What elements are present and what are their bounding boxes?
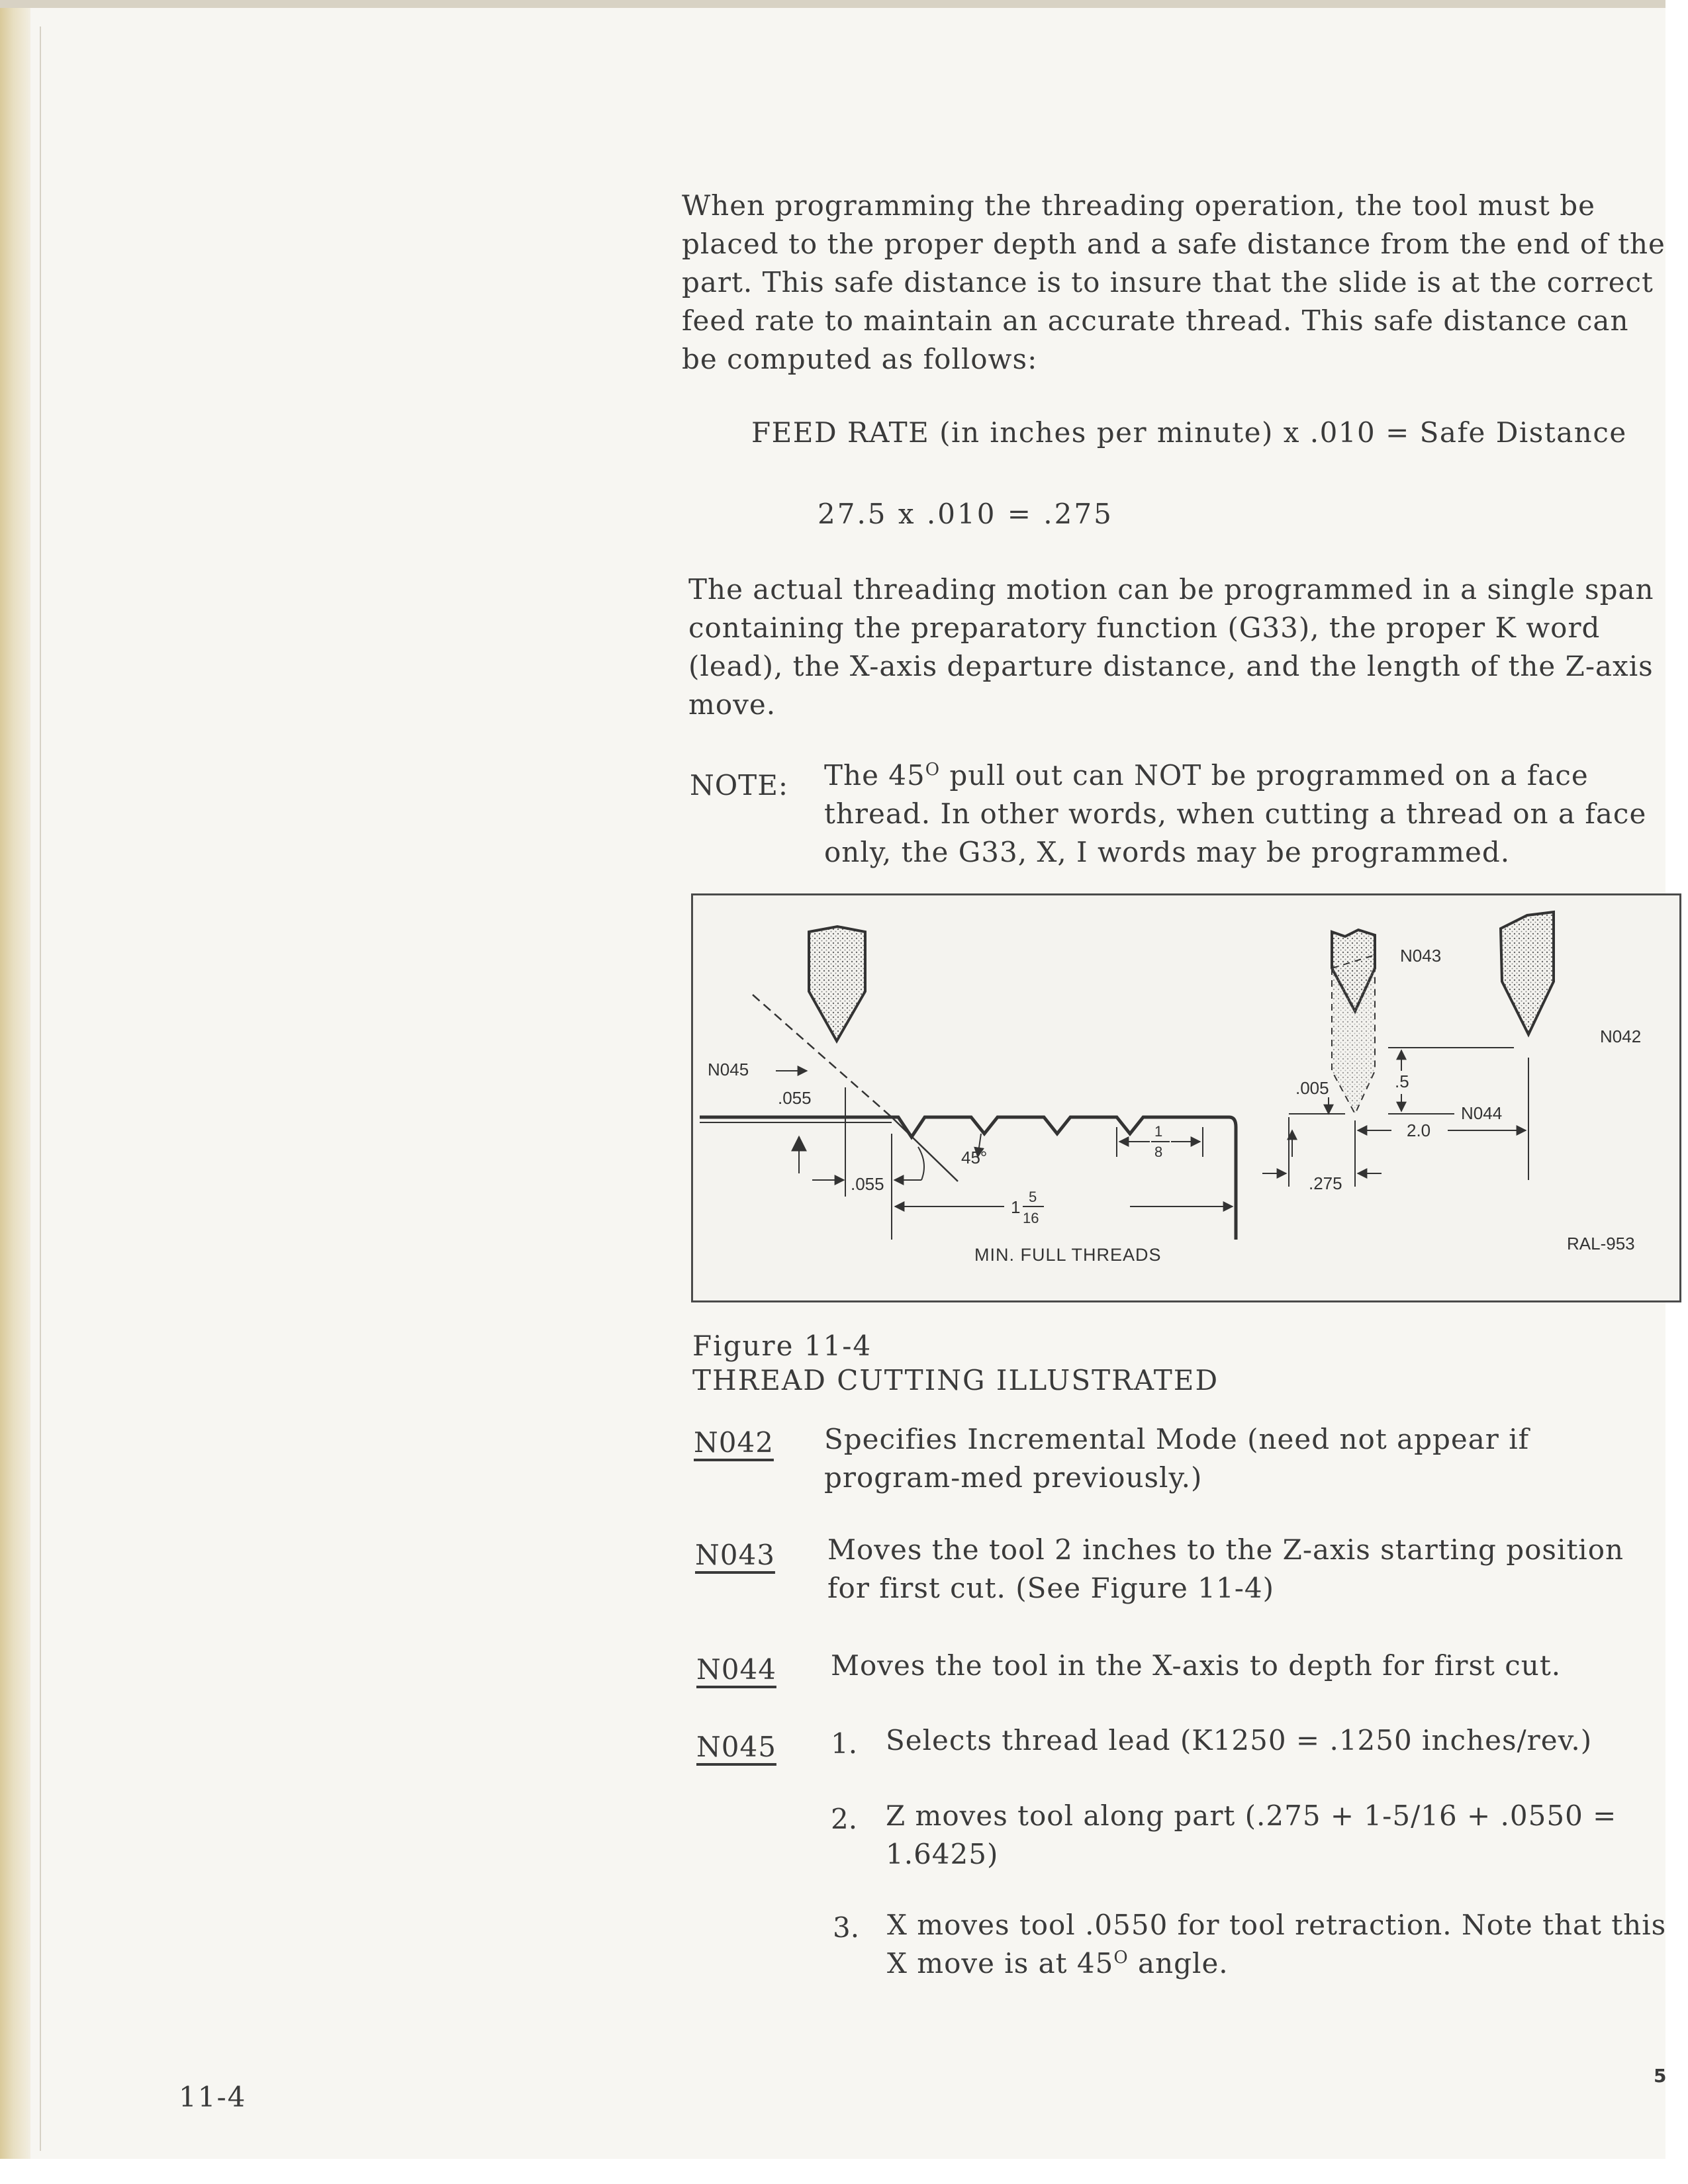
- block-desc-n042: Specifies Incremental Mode (need not appear if program-med previously.): [824, 1423, 1530, 1494]
- threading-motion-paragraph: The actual threading motion can be programmed in a single span containing the preparatory function (G33), the proper K word (lead), the X-axis departure distance, and the length of the Z-axis move.: [688, 573, 1654, 721]
- fig-label-275: .275: [1309, 1173, 1342, 1193]
- n045-item-2-text: Z moves tool along part (.275 + 1-5/16 + .0550 = 1.6425): [886, 1799, 1617, 1870]
- note-body: The $45^O$ pull out can NOT be programmed on a face thread. In other words, when cutting a thread on a face only, the G33, X, I words may be programmed.: [824, 759, 1647, 868]
- safe-distance-example: 27.5 x .010 = .275: [818, 498, 1113, 530]
- page-number: 11-4: [179, 2081, 247, 2113]
- thread-cutting-figure: [691, 893, 1681, 1302]
- fig-label-len-den: 16: [1023, 1210, 1039, 1226]
- n045-item-1-number: 1.: [831, 1727, 858, 1760]
- block-code-n045: N045: [696, 1731, 776, 1763]
- fig-label-len-whole: 1: [1011, 1197, 1021, 1217]
- fig-label-min-full-threads: MIN. FULL THREADS: [974, 1245, 1162, 1265]
- intro-paragraph: When programming the threading operation, the tool must be placed to the proper depth and a safe distance from the end of the part. This safe distance is to insure that the slide is at the correct feed rate to maintain an accurate thread. This safe distance can be computed as follows:: [682, 189, 1665, 375]
- fig-label-eighth-num: 1: [1154, 1123, 1163, 1140]
- safe-distance-formula: FEED RATE (in inches per minute) x .010 = Safe Distance: [751, 416, 1627, 449]
- bottom-page-edge: [0, 2159, 1688, 2184]
- fig-label-n042: N042: [1600, 1026, 1642, 1046]
- block-code-n043: N043: [695, 1539, 775, 1571]
- fig-label-ref: RAL-953: [1567, 1234, 1635, 1253]
- figure-caption: [692, 1329, 1219, 1398]
- corner-mark: 5: [1654, 2065, 1667, 2087]
- n045-item-3-text: X moves tool .0550 for tool retraction. Note that this X move is at $45^O$ angle.: [887, 1909, 1667, 1979]
- n045-item-3-number: 3.: [833, 1911, 860, 1944]
- block-code-n044: N044: [696, 1653, 776, 1686]
- fig-label-005: .005: [1295, 1078, 1329, 1098]
- block-desc-n043: Moves the tool 2 inches to the Z-axis starting position for first cut. (See Figure 11-4): [827, 1533, 1624, 1604]
- fig-label-len-num: 5: [1029, 1189, 1037, 1205]
- figure-number: Figure 11-4: [692, 1330, 872, 1362]
- fig-label-2-0: 2.0: [1407, 1120, 1431, 1140]
- top-page-edge: [0, 0, 1688, 8]
- tool-n045: [809, 927, 865, 1041]
- fig-label-n043: N043: [1400, 946, 1442, 966]
- fig-label-eighth-den: 8: [1154, 1144, 1163, 1160]
- n045-item-1-text: Selects thread lead (K1250 = .1250 inches/rev.): [886, 1724, 1593, 1756]
- note-label: NOTE:: [690, 769, 789, 801]
- tool-n043: [1332, 930, 1375, 1114]
- n045-item-2-number: 2.: [831, 1803, 858, 1835]
- fig-label-5: .5: [1395, 1071, 1409, 1091]
- fig-label-n045: N045: [708, 1060, 749, 1079]
- fig-label-055-bottom: .055: [851, 1174, 884, 1194]
- fig-label-055-top: .055: [778, 1088, 812, 1108]
- fig-label-45deg: 45°: [961, 1148, 988, 1167]
- fig-label-n044: N044: [1461, 1103, 1503, 1123]
- binding-shadow-line: [40, 26, 41, 2151]
- figure-title: THREAD CUTTING ILLUSTRATED: [692, 1364, 1219, 1396]
- block-desc-n044: Moves the tool in the X-axis to depth for first cut.: [831, 1649, 1562, 1682]
- binding-spine: [0, 0, 30, 2184]
- block-code-n042: N042: [694, 1426, 774, 1459]
- tool-n042: [1501, 912, 1554, 1034]
